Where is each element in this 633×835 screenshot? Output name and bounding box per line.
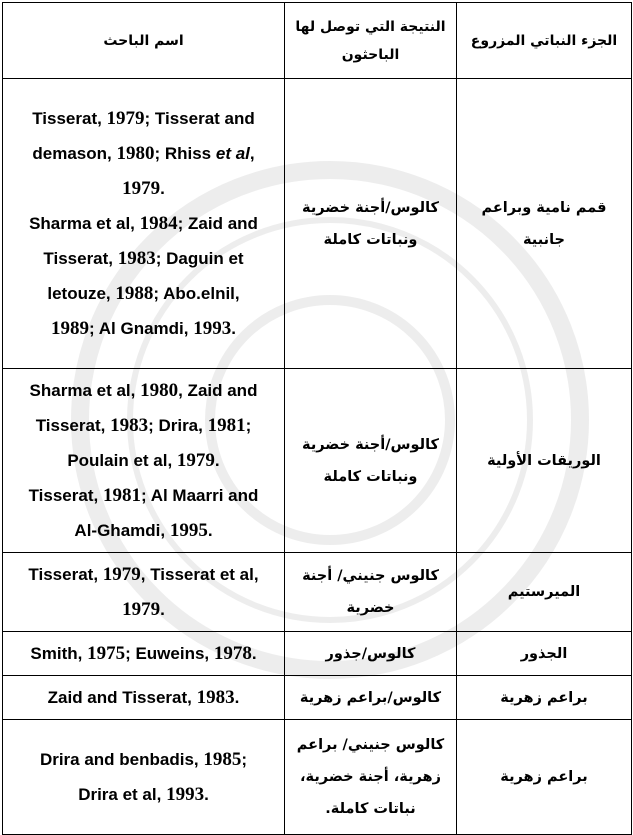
researcher-line: Tisserat, 1981; Al Maarri and: [28, 485, 259, 506]
header-researcher: اسم الباحث: [3, 3, 285, 79]
researcher-line: Tisserat, 1983; Drira, 1981;: [35, 415, 252, 436]
header-plant-part: الجزء النباتي المزروع: [457, 3, 632, 79]
plant-part-cell: براعم زهرية: [457, 720, 632, 835]
plant-part-cell: الجذور: [457, 632, 632, 676]
result-cell: كالوس جنيني/ براعم زهرية، أجنة خضرية، نباتات كاملة.: [285, 720, 457, 835]
researcher-line: demason, 1980; Rhiss et al,: [32, 143, 255, 164]
result-cell: كالوس/أجنة خضرية ونباتات كاملة: [285, 369, 457, 553]
researchers-cell: [3, 676, 285, 720]
researcher-line: Sharma et al, 1980, Zaid and: [29, 380, 258, 401]
plant-part-cell: قمم نامية وبراعم جانبية: [457, 79, 632, 369]
researchers-cell: [3, 79, 285, 369]
header-result: النتيجة التي توصل لها الباحثون: [285, 3, 457, 79]
table-row: [3, 369, 632, 553]
researcher-line: Al-Ghamdi, 1995.: [74, 520, 213, 541]
researcher-line: Tisserat, 1983; Daguin et: [43, 248, 244, 269]
table-row: [3, 632, 632, 676]
researcher-line: Drira et al, 1993.: [78, 784, 209, 805]
result-cell: كالوس/أجنة خضرية ونباتات كاملة: [285, 79, 457, 369]
researcher-line: Tisserat, 1979, Tisserat et al,: [28, 564, 259, 585]
plant-part-cell: الوريقات الأولية: [457, 369, 632, 553]
researcher-line: Zaid and Tisserat, 1983.: [47, 687, 240, 708]
researcher-line: 1989; Al Gnamdi, 1993.: [51, 318, 236, 339]
researchers-cell: [3, 369, 285, 553]
researcher-line: letouze, 1988; Abo.elnil,: [47, 283, 240, 304]
result-cell: كالوس/براعم زهرية: [285, 676, 457, 720]
researchers-cell: [3, 632, 285, 676]
header-row: [3, 3, 632, 79]
researchers-cell: [3, 720, 285, 835]
result-cell: كالوس/جذور: [285, 632, 457, 676]
plant-tissue-culture-table: [2, 2, 632, 835]
table-row: [3, 553, 632, 632]
researcher-line: Tisserat, 1979; Tisserat and: [32, 108, 255, 129]
plant-part-cell: الميرستيم: [457, 553, 632, 632]
result-cell: كالوس جنيني/ أجنة خضرية: [285, 553, 457, 632]
plant-part-cell: براعم زهرية: [457, 676, 632, 720]
researchers-cell: [3, 553, 285, 632]
researcher-line: Poulain et al, 1979.: [67, 450, 220, 471]
researcher-line: 1979.: [122, 178, 165, 199]
table-row: [3, 720, 632, 835]
researcher-line: Sharma et al, 1984; Zaid and: [29, 213, 258, 234]
researcher-line: 1979.: [122, 599, 165, 620]
researcher-line: Drira and benbadis, 1985;: [39, 749, 248, 770]
table-row: [3, 79, 632, 369]
table-row: [3, 676, 632, 720]
researcher-line: Smith, 1975; Euweins, 1978.: [30, 643, 257, 664]
